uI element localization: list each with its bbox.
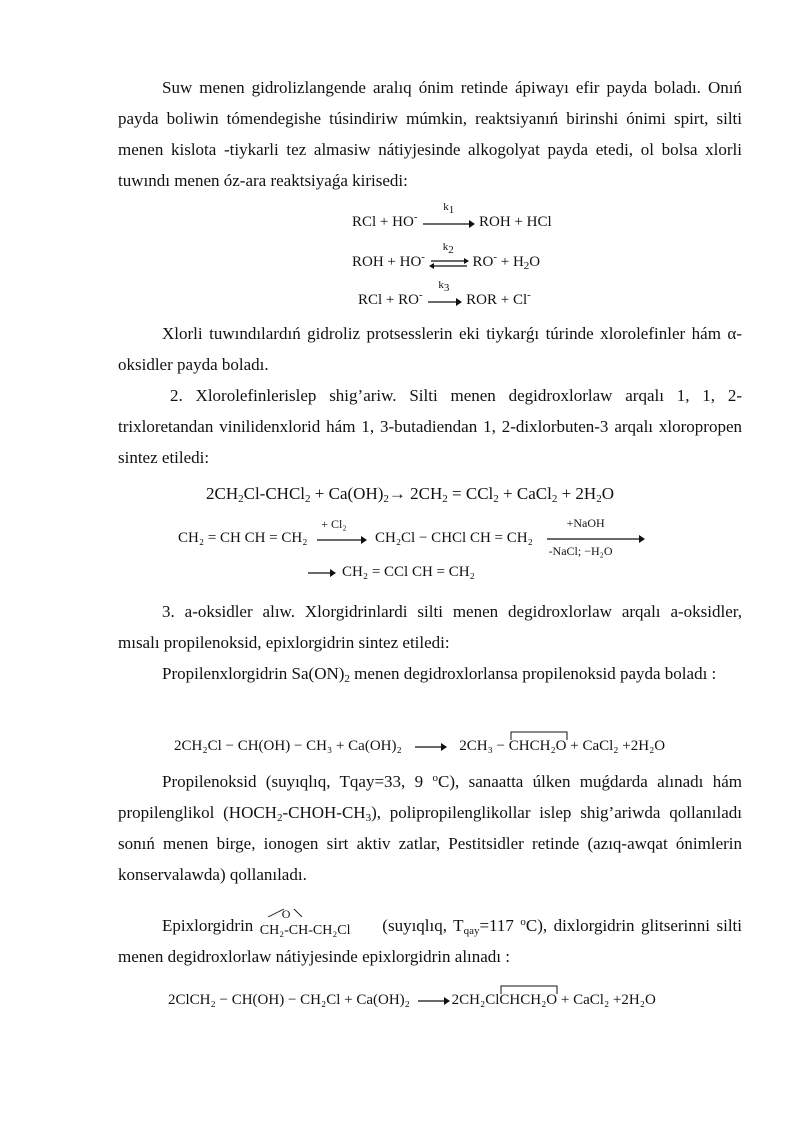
charge-sign: - bbox=[421, 251, 425, 263]
paragraph-propylene-chlorohydrin: Propilenxlorgidrin $Sa(ON)_2$ menen degidroxlorlansa propilenoksid payda boladı : bbox=[162, 664, 717, 685]
reagent-naoh: +NaOH bbox=[566, 515, 605, 530]
paragraph-chloroolefins: 2. Xlorolefinlerislep shig’ariw. Silti menen degidroxlorlaw arqalı 1, 1, 2-trixloretandan vinilidenxlorid hám 1, 3-butadiendan 1, 2-dixlorbuten-3 arqalı xloropropen sintez etiledi: bbox=[118, 386, 742, 467]
byproducts: -NaCl; −H₂O bbox=[548, 543, 613, 558]
paragraph-epichlorohydrin: Epixlorgidrin O CH₂-CH-CH₂Cl (suyıqlıq, $T_{qay}=117$ $^o$C), dixlorgidrin glitserinni silti menen degidroxlorlaw nátiyjesinde epixlorgidrin alınadı : bbox=[118, 907, 742, 966]
reaction-2-left: ROH + HO bbox=[352, 254, 422, 270]
equilibrium-arrow-icon bbox=[429, 240, 469, 271]
reagent-cl2: + Cl₂ bbox=[321, 516, 347, 531]
reaction-5-left: CH₂ = CH CH = CH₂ bbox=[178, 530, 308, 546]
paragraph-propylene-oxide-uses: Propilenoksid (suyıqlıq, Tqay=33, 9 $^o$C), sanaatta úlken muǵdarda alınadı hám propilenglikol $(HOCH_2-CHOH-CH_3)$, polipropilenglikollar islep shig’ariwda qollanıladı sonıń menen birge, ionogen sirt aktiv zatlar, Pestitsidler retinde (azıq-awqat ónimlerin konservalawda) qollanıladı. bbox=[118, 772, 742, 884]
epoxide-ring: CHCH₂O bbox=[499, 992, 557, 1009]
arrow-right-icon bbox=[426, 278, 462, 309]
reaction-5 bbox=[178, 515, 645, 558]
reaction-6 bbox=[306, 564, 475, 581]
arrow-right-icon bbox=[306, 565, 336, 581]
reaction-7-left: 2CH₂Cl − CH(OH) − CH₃ + Ca(OH)₂ bbox=[174, 738, 402, 754]
arrow-right-icon bbox=[413, 739, 447, 755]
charge-sign: - bbox=[413, 211, 418, 223]
reaction-1-right: ROH + HCl bbox=[478, 214, 552, 230]
arrow-right-icon bbox=[421, 200, 475, 231]
reaction-9-left: 2ClCH₂ − CH(OH) − CH₂Cl + Ca(OH)₂ bbox=[168, 992, 410, 1008]
epichlorohydrin-formula: O CH₂-CH-CH₂Cl bbox=[259, 907, 351, 938]
reaction-9 bbox=[168, 992, 656, 1009]
reaction-2-right: $RO^- + H_2O$ bbox=[472, 251, 541, 272]
charge-sign: - bbox=[418, 289, 423, 301]
reaction-4: $2CH_2Cl-CHCl_2 + Ca(OH)_2\to 2CH_2 = CCl_2$ + CaCl$_2$ + $2H_2O$ bbox=[206, 484, 614, 505]
alpha-symbol: α bbox=[727, 324, 737, 343]
arrow-right-icon bbox=[545, 515, 645, 558]
arrow-right-icon bbox=[315, 516, 367, 547]
chloroprene-product: CH₂ = CCl CH = CH₂ bbox=[342, 564, 475, 580]
epoxide-ring: CHCH₂O bbox=[509, 738, 567, 755]
reaction-7 bbox=[174, 738, 665, 755]
reaction-3-left: RCl + RO bbox=[358, 292, 419, 308]
rate-constant-k3: $k_3$ bbox=[438, 278, 450, 294]
reaction-7-right-prefix: 2CH₃ − bbox=[459, 738, 509, 754]
reaction-7-right-suffix: + CaCl₂ +2H₂O bbox=[566, 738, 666, 754]
reaction-1-left: RCl + HO bbox=[352, 214, 414, 230]
reaction-3-right: ROR + Cl- bbox=[466, 289, 531, 308]
reaction-9-right-suffix: + CaCl₂ +2H₂O bbox=[557, 992, 656, 1008]
reaction-1 bbox=[352, 200, 552, 231]
reaction-3 bbox=[358, 278, 531, 309]
paragraph-hydrolysis-intro: Suw menen gidrolizlangende aralıq ónim retinde ápiwayı efir payda boladı. Onıń payda boliwin tómendegishe túsindiriw múmkin, reaktsiyanıń birinshi ónimi spirt, silti menen kislota -tiykarli tez almasiw nátiyjesinde alkogolyat payda etedi, ol bolsa xlorli tuwındı menen óz-ara reaktsiyaǵa kirisedi: bbox=[118, 78, 742, 190]
paragraph-hydrolysis-types: Xlorli tuwındılardıń gidroliz protsesslerin eki tiykarǵı túrinde xlorolefinler hám α-oksidler payda boladı. bbox=[118, 324, 742, 374]
paragraph-alpha-oxides: 3. a-oksidler alıw. Xlorgidrinlardi silti menen degidroxlorlaw arqalı a-oksidler, mısalı propilenoksid, epixlorgidrin sintez etiledi: bbox=[118, 602, 742, 652]
reaction-9-right-prefix: 2CH₂Cl bbox=[451, 992, 500, 1008]
arrow-right-icon bbox=[416, 993, 450, 1009]
rate-constant-k2: $k_2$ bbox=[442, 240, 454, 256]
rate-constant-k1: $k_1$ bbox=[443, 200, 455, 216]
reaction-2 bbox=[352, 240, 541, 272]
reaction-5-intermediate: CH₂Cl − CHCl CH = CH₂ bbox=[374, 530, 533, 546]
